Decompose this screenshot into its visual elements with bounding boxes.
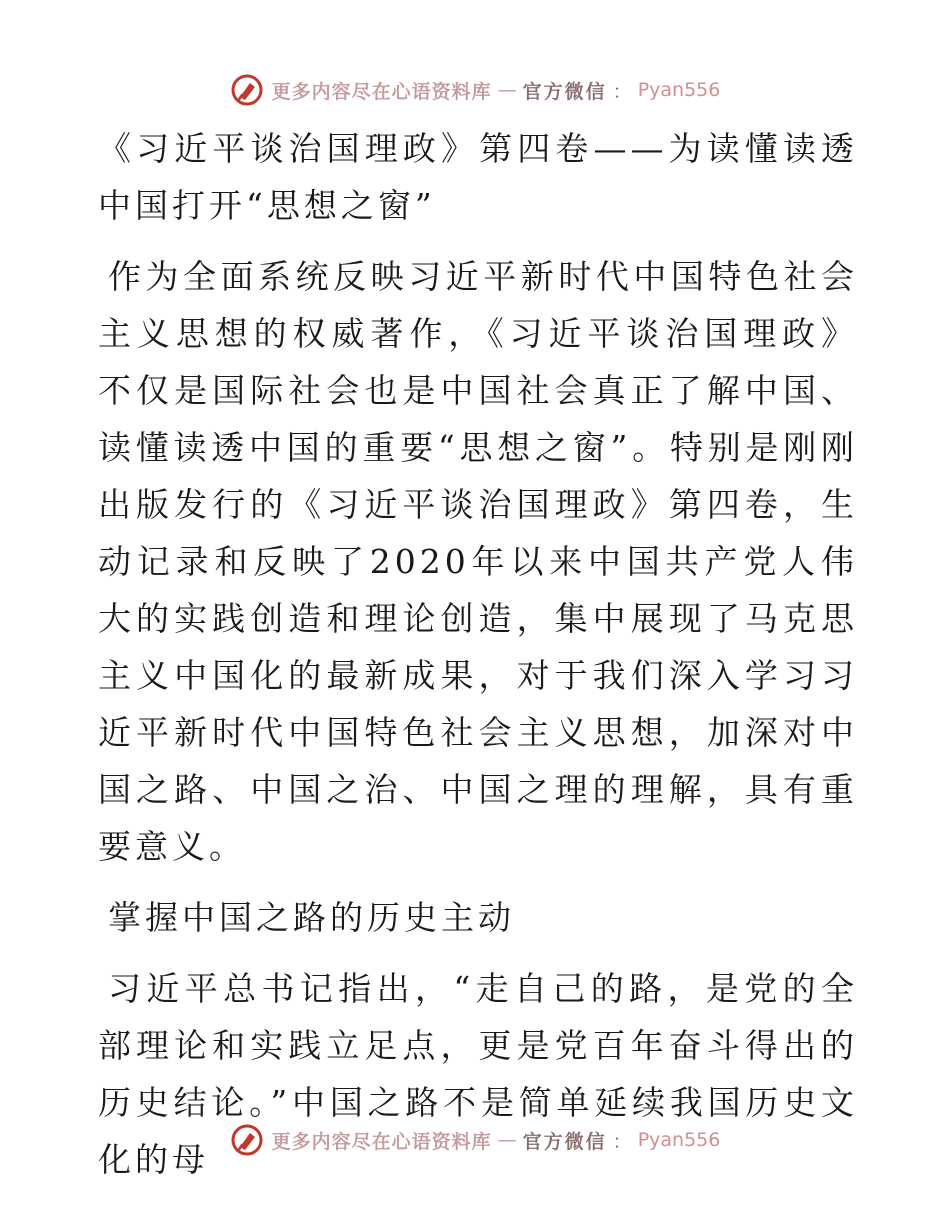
watermark-wechat-label: 官方微信 (522, 80, 607, 103)
document-body (98, 120, 858, 1188)
watermark-dash: — (497, 79, 517, 101)
watermark-colon: ： (612, 1130, 632, 1153)
pen-nib-logo-icon (230, 1123, 264, 1157)
watermark-wechat-label: 官方微信 (522, 1130, 607, 1153)
section-heading: 掌握中国之路的历史主动 (108, 898, 515, 937)
body-paragraph-quote: 习近平总书记指出，“走自己的路，是党的全部理论和实践立足点，更是党百年奋斗得出的历史结论。”中国之路不是简单延续我国历史文化的母 (98, 969, 858, 1179)
pen-nib-logo-icon (230, 73, 264, 107)
watermark-account: Pyan556 (637, 1129, 721, 1151)
footer-watermark (0, 1120, 950, 1160)
watermark-slogan: 更多内容尽在心语资料库 (271, 1130, 492, 1153)
watermark-dash: — (497, 1129, 517, 1151)
watermark-account: Pyan556 (637, 79, 721, 101)
watermark-colon: ： (612, 80, 632, 103)
body-paragraph-intro: 作为全面系统反映习近平新时代中国特色社会主义思想的权威著作，《习近平谈治国理政》不仅是国际社会也是中国社会真正了解中国、读懂读透中国的重要“思想之窗”。特别是刚刚出版发行的《习近平谈治国理政》第四卷，生动记录和反映了2020年以来中国共产党人伟大的实践创造和理论创造，集中展现了马克思主义中国化的最新成果，对于我们深入学习习近平新时代中国特色社会主义思想，加深对中国之路、中国之治、中国之理的理解，具有重要意义。 (98, 257, 858, 866)
document-title: 《习近平谈治国理政》第四卷——为读懂读透中国打开“思想之窗” (98, 129, 858, 225)
watermark-slogan: 更多内容尽在心语资料库 (271, 80, 492, 103)
header-watermark (0, 70, 950, 110)
